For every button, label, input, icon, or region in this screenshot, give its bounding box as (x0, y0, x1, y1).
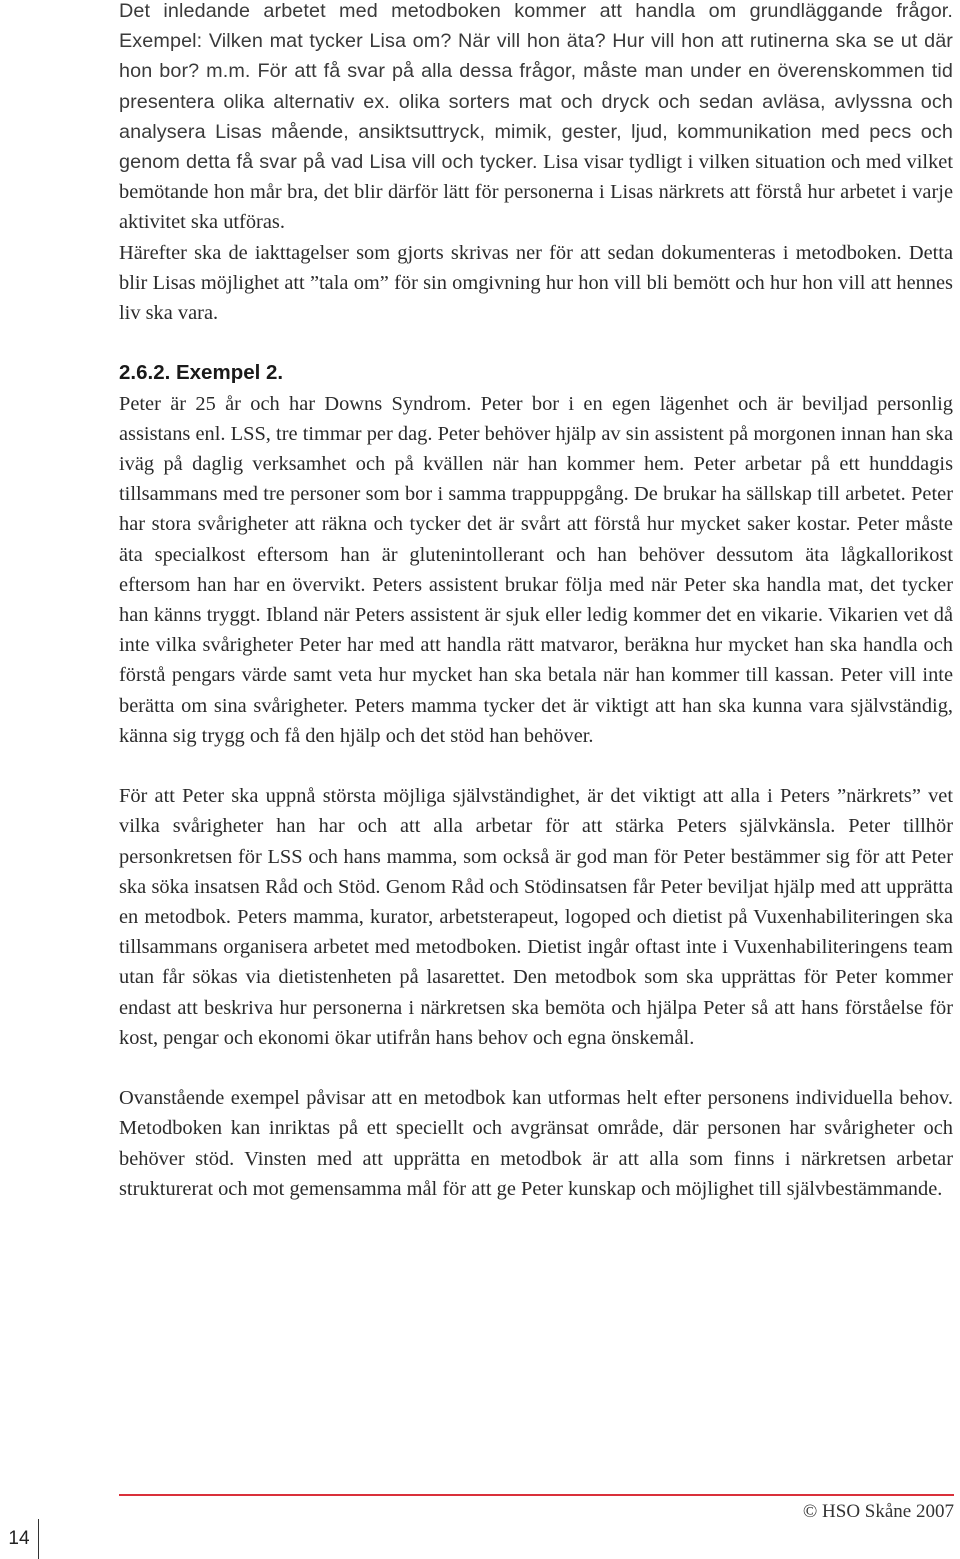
paragraph-documentation: Härefter ska de iakttagelser som gjorts skrivas ner för att sedan dokumenteras i metodboken. Detta blir Lisas möjlighet att ”tala om” för sin omgivning hur hon vill bli bemött och hur hon vill att hennes liv ska vara. (119, 241, 953, 325)
paragraph-intro-serif-text: Lisa visar tydligt i vilken situation och med vilket bemötande hon mår bra, det blir därför lätt för personerna i Lisas närkrets att förstå hur arbetet i varje aktivitet ska utföras. (119, 151, 953, 234)
paragraph-intro (119, 0, 953, 238)
copyright-notice: © HSO Skåne 2007 (802, 1501, 954, 1522)
footer-rule (119, 1494, 954, 1496)
page-number: 14 (8, 1528, 30, 1549)
section-heading: 2.6.2. Exempel 2. (119, 361, 284, 385)
body-text (119, 0, 953, 1204)
paragraph-example-peter: Peter är 25 år och har Downs Syndrom. Peter bor i en egen lägenhet och är beviljad personlig assistans enl. LSS, tre timmar per dag. Peter behöver hjälp av sin assistent på morgonen innan han ska iväg på daglig verksamhet och på kvällen när han kommer hem. Peter arbetar på ett hunddagis tillsammans med tre personer som bor i samma trappuppgång. De brukar ha sällskap till arbetet. Peter har stora svårigheter att räkna och tycker det är svårt att förstå hur mycket saker kostar. Peter måste äta specialkost eftersom han är glutenintollerant och han behöver dessutom äta lågkallorikost eftersom han har en övervikt. Peters assistent brukar följa med när Peter ska handla mat, det tycker han känns tryggt. Ibland när Peters assistent är sjuk eller ledig kommer det en vikarie. Vikarien vet då inte vilka svårigheter Peter har med att handla rätt matvaror, beräkna hur mycket han ska handla och förstå pengars värde samt veta hur mycket han ska betala när han kommer till kassan. Peter vill inte berätta om sina svårigheter. Peters mamma tycker det är viktigt att han ska kunna vara självständig, känna sig trygg och få den hjälp och det stöd han behöver. (119, 392, 953, 747)
paragraph-gap (119, 328, 953, 358)
paragraph-intro-sans-text: Det inledande arbetet med metodboken kommer att handla om grundläggande frågor. Exempel: Vilken mat tycker Lisa om? När vill hon äta? Hur vill hon att rutinerna ska se ut där hon bor? m.m. För att få svar på alla dessa frågor, måste man under en överenskommen tid presentera olika alternativ ex. olika sorters mat och dryck och sedan avläsa, avlyssna och analysera Lisas mående, ansiktsuttryck, mimik, gester, ljud, kommunikation med pecs och genom detta få svar på vad Lisa vill och tycker. (119, 0, 953, 174)
paragraph-conclusion: Ovanstående exempel påvisar att en metodbok kan utformas helt efter personens individuella behov. Metodboken kan inriktas på ett speciellt och avgränsat område, där personen har svårigheter och behöver stöd. Vinsten med att upprätta en metodbok är att alla som finns i närkretsen arbetar strukturerat och mot gemensamma mål för att ge Peter kunskap och möjlighet till självbestämmande. (119, 1087, 953, 1200)
page-number-divider (38, 1519, 39, 1559)
paragraph-gap (119, 751, 953, 781)
paragraph-gap (119, 1053, 953, 1083)
paragraph-peter-independence: För att Peter ska uppnå största möjliga självständighet, är det viktigt att alla i Peters ”närkrets” vet vilka svårigheter han har och att alla arbetar för att stärka Peters självkänsla. Peter tillhör personkretsen för LSS och hans mamma, som också är god man för Peter bestämmer sig för att Peter ska söka insatsen Råd och Stöd. Genom Råd och Stödinsatsen får Peter beviljat hjälp med att upprätta en metodbok. Peters mamma, kurator, arbetsterapeut, logoped och dietist på Vuxenhabiliteringen ska tillsammans organisera arbetet med metodboken. Dietist ingår oftast inte i Vuxenhabiliteringens team utan får sökas via dietistenheten på lasarettet. Den metodbok som ska upprättas för Peter kommer endast att beskriva hur personerna i närkretsen ska bemöta och hjälpa Peter så att hans förståelse för kost, pengar och ekonomi ökar utifrån hans behov och egna önskemål. (119, 785, 953, 1049)
